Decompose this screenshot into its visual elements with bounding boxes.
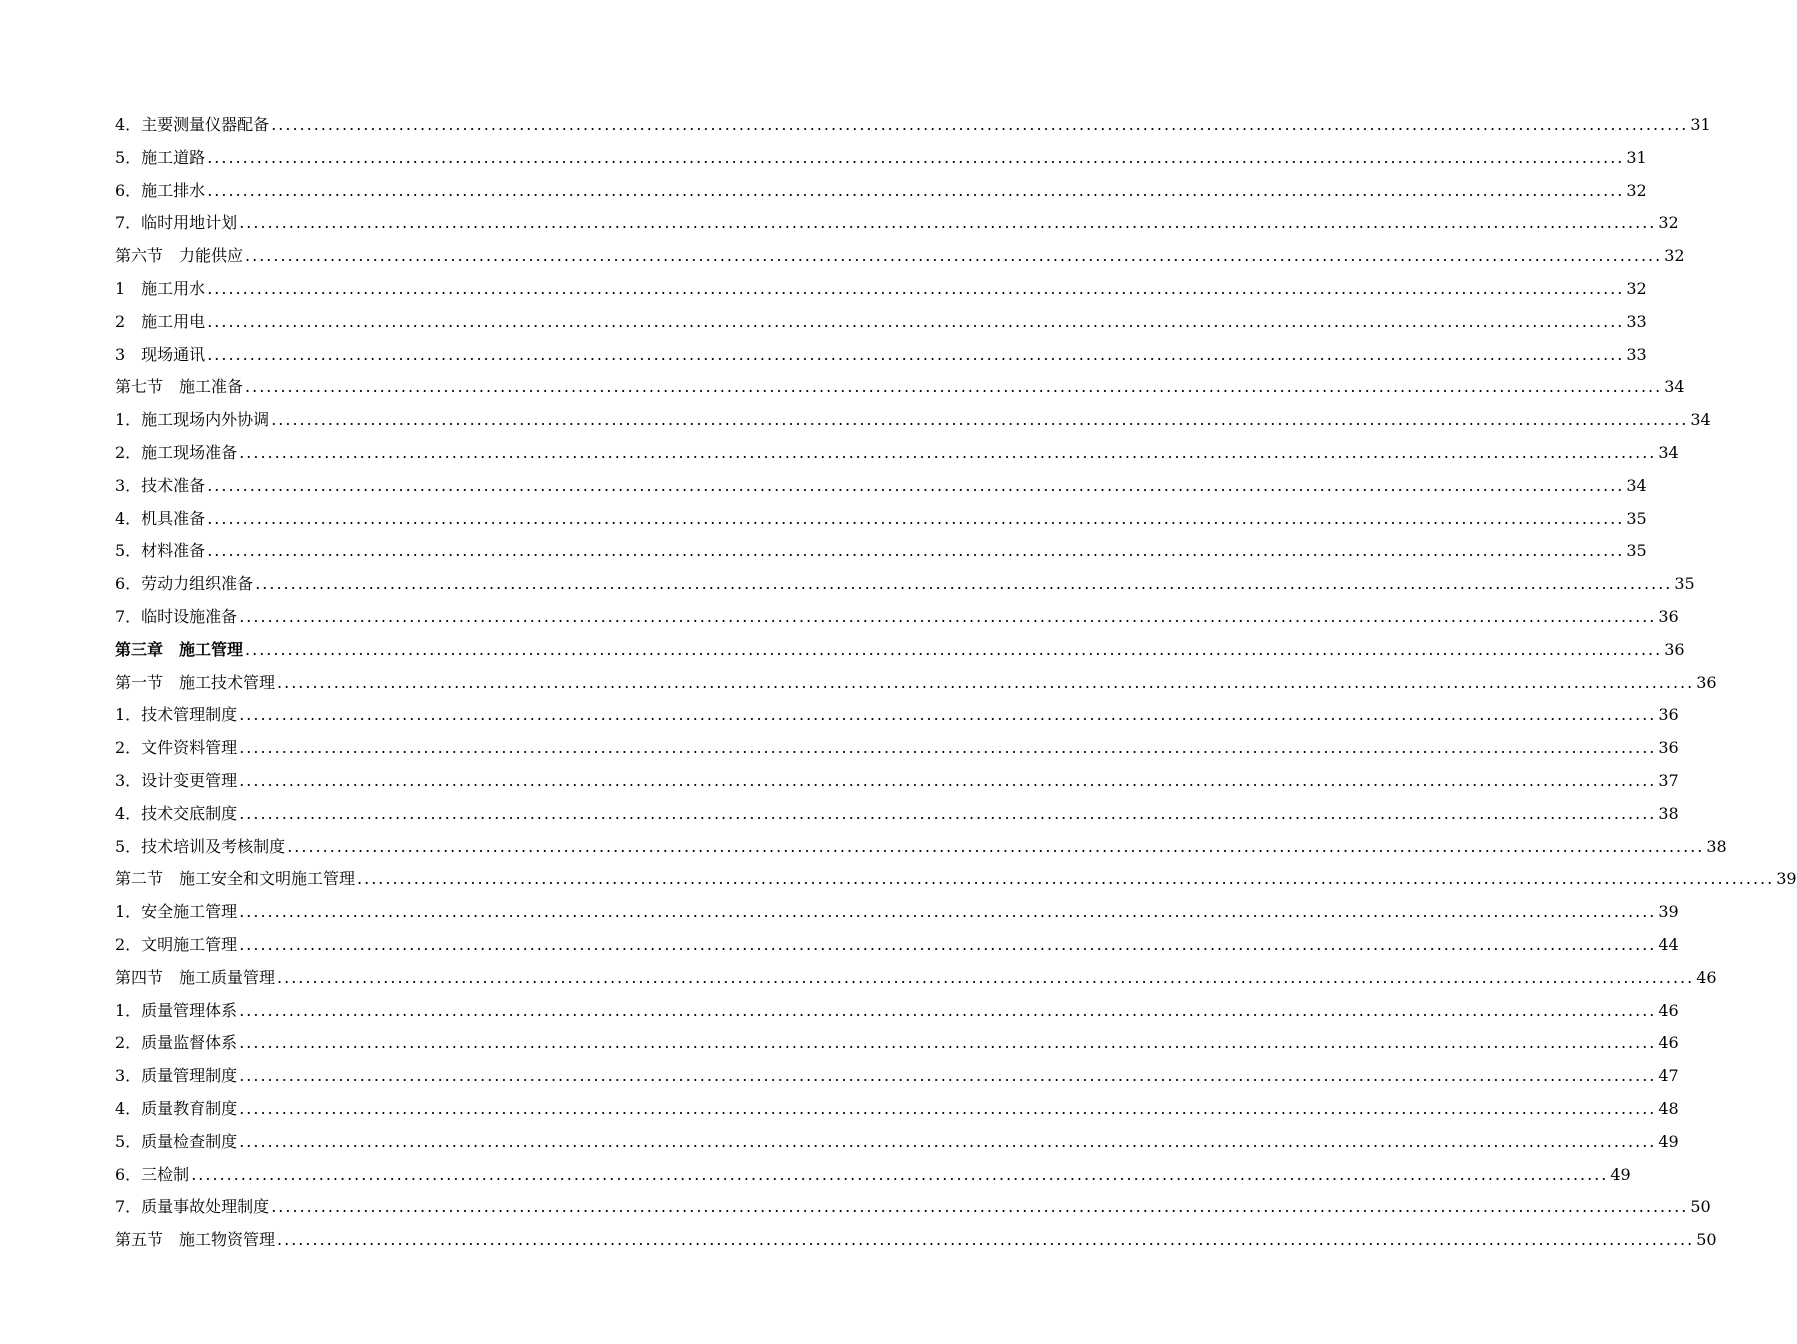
toc-dot-leader: ........................................................................................................................................................................................................ (207, 508, 1625, 528)
toc-entry-title: 7．临时设施准备 (115, 606, 238, 626)
toc-entry-page-number: 34 (1658, 442, 1679, 462)
toc-entry-title: 1．技术管理制度 (115, 705, 238, 725)
toc-dot-leader: ........................................................................................................................................................................................................ (239, 705, 1657, 725)
toc-entry-page-number: 44 (1658, 934, 1679, 954)
toc-entry[interactable] (115, 1093, 1679, 1126)
toc-entry[interactable] (115, 404, 1711, 437)
toc-entry-page-number: 36 (1658, 606, 1679, 626)
toc-dot-leader: ........................................................................................................................................................................................................ (255, 574, 1673, 594)
toc-entry-title: 1 施工用水 (115, 278, 206, 298)
toc-entry-title: 4．主要测量仪器配备 (115, 115, 270, 134)
toc-entry-page-number: 50 (1690, 1197, 1711, 1217)
toc-entry[interactable] (115, 1126, 1679, 1159)
toc-entry[interactable] (115, 503, 1647, 536)
toc-entry-title: 3．设计变更管理 (115, 770, 238, 790)
toc-entry-title: 第六节 力能供应 (115, 246, 244, 266)
toc-dot-leader: ........................................................................................................................................................................................................ (245, 246, 1663, 266)
toc-entry-page-number: 35 (1626, 508, 1647, 528)
toc-entry-page-number: 46 (1658, 1033, 1679, 1053)
toc-entry-title: 4．质量教育制度 (115, 1098, 238, 1118)
toc-dot-leader: ........................................................................................................................................................................................................ (271, 410, 1689, 430)
toc-dot-leader: ........................................................................................................................................................................................................ (239, 606, 1657, 626)
toc-entry-title: 6．劳动力组织准备 (115, 574, 254, 594)
toc-entry-page-number: 46 (1658, 1000, 1679, 1020)
toc-entry[interactable] (115, 1060, 1679, 1093)
toc-dot-leader: ........................................................................................................................................................................................................ (245, 639, 1663, 659)
toc-entry-title: 第五节 施工物资管理 (115, 1230, 276, 1250)
toc-dot-leader: ........................................................................................................................................................................................................ (277, 1230, 1695, 1250)
toc-entry[interactable] (115, 1191, 1711, 1224)
toc-entry-page-number: 46 (1696, 967, 1717, 987)
toc-entry-page-number: 36 (1696, 672, 1717, 692)
toc-entry[interactable] (115, 306, 1647, 339)
toc-entry-page-number: 34 (1626, 475, 1647, 495)
toc-entry[interactable] (115, 831, 1727, 864)
toc-dot-leader: ........................................................................................................................................................................................................ (239, 442, 1657, 462)
toc-dot-leader: ........................................................................................................................................................................................................ (245, 377, 1663, 397)
toc-entry-page-number: 38 (1706, 836, 1727, 856)
toc-entry-page-number: 33 (1626, 344, 1647, 364)
toc-dot-leader: ........................................................................................................................................................................................................ (239, 1000, 1657, 1020)
toc-entry[interactable] (115, 667, 1717, 700)
toc-dot-leader: ........................................................................................................................................................................................................ (239, 738, 1657, 758)
toc-entry[interactable] (115, 732, 1679, 765)
toc-entry-title: 4．技术交底制度 (115, 803, 238, 823)
toc-entry-title: 6．三检制 (115, 1164, 190, 1184)
toc-entry[interactable] (115, 896, 1679, 929)
toc-entry-title: 1．质量管理体系 (115, 1000, 238, 1020)
toc-dot-leader: ........................................................................................................................................................................................................ (191, 1164, 1609, 1184)
toc-entry-title: 第一节 施工技术管理 (115, 672, 276, 692)
toc-entry[interactable] (115, 798, 1679, 831)
toc-entry-title: 3．技术准备 (115, 475, 206, 495)
toc-entry[interactable] (115, 863, 1797, 896)
toc-entry-page-number: 47 (1658, 1066, 1679, 1086)
toc-entry[interactable] (115, 371, 1685, 404)
toc-entry-title: 4．机具准备 (115, 508, 206, 528)
toc-dot-leader: ........................................................................................................................................................................................................ (239, 213, 1657, 233)
toc-entry[interactable] (115, 535, 1647, 568)
toc-entry[interactable] (115, 929, 1679, 962)
toc-dot-leader: ........................................................................................................................................................................................................ (239, 803, 1657, 823)
toc-entry-page-number: 36 (1658, 738, 1679, 758)
toc-entry-page-number: 33 (1626, 311, 1647, 331)
toc-dot-leader: ........................................................................................................................................................................................................ (207, 541, 1625, 561)
toc-entry-title: 5．施工道路 (115, 147, 206, 167)
toc-entry-page-number: 48 (1658, 1098, 1679, 1118)
toc-dot-leader: ........................................................................................................................................................................................................ (357, 869, 1775, 889)
toc-entry-page-number: 39 (1658, 902, 1679, 922)
toc-entry-page-number: 34 (1690, 410, 1711, 430)
toc-entry-title: 1．施工现场内外协调 (115, 410, 270, 430)
toc-dot-leader: ........................................................................................................................................................................................................ (239, 934, 1657, 954)
toc-entry-title: 第四节 施工质量管理 (115, 967, 276, 987)
toc-entry[interactable] (115, 142, 1647, 175)
toc-entry-title: 2 施工用电 (115, 311, 206, 331)
toc-entry-page-number: 36 (1658, 705, 1679, 725)
toc-entry-title: 2．文件资料管理 (115, 738, 238, 758)
toc-entry[interactable] (115, 175, 1647, 208)
toc-entry-title: 6．施工排水 (115, 180, 206, 200)
toc-entry-title: 3．质量管理制度 (115, 1066, 238, 1086)
toc-entry[interactable] (115, 1159, 1631, 1192)
toc-entry[interactable] (115, 765, 1679, 798)
toc-entry-page-number: 38 (1658, 803, 1679, 823)
toc-entry[interactable] (115, 437, 1679, 470)
toc-entry-page-number: 32 (1626, 180, 1647, 200)
toc-dot-leader: ........................................................................................................................................................................................................ (239, 1066, 1657, 1086)
toc-dot-leader: ........................................................................................................................................................................................................ (277, 672, 1695, 692)
toc-entry[interactable] (115, 339, 1647, 372)
toc-entry[interactable] (115, 601, 1679, 634)
toc-entry-page-number: 31 (1626, 147, 1647, 167)
toc-entry-page-number: 39 (1776, 869, 1797, 889)
table-of-contents (115, 109, 1797, 1257)
toc-dot-leader: ........................................................................................................................................................................................................ (271, 115, 1689, 134)
toc-entry-page-number: 35 (1674, 574, 1695, 594)
toc-entry-title: 5．材料准备 (115, 541, 206, 561)
toc-entry[interactable] (115, 995, 1679, 1028)
toc-dot-leader: ........................................................................................................................................................................................................ (207, 180, 1625, 200)
toc-entry-page-number: 37 (1658, 770, 1679, 790)
toc-entry[interactable] (115, 568, 1695, 601)
toc-entry-page-number: 35 (1626, 541, 1647, 561)
toc-entry[interactable] (115, 240, 1685, 273)
toc-dot-leader: ........................................................................................................................................................................................................ (239, 1098, 1657, 1118)
toc-entry-page-number: 34 (1664, 377, 1685, 397)
toc-dot-leader: ........................................................................................................................................................................................................ (239, 1131, 1657, 1151)
toc-dot-leader: ........................................................................................................................................................................................................ (207, 147, 1625, 167)
toc-entry[interactable] (115, 699, 1679, 732)
toc-dot-leader: ........................................................................................................................................................................................................ (239, 902, 1657, 922)
toc-entry-title: 7．质量事故处理制度 (115, 1197, 270, 1217)
toc-dot-leader: ........................................................................................................................................................................................................ (277, 967, 1695, 987)
toc-entry[interactable] (115, 109, 1711, 142)
toc-entry[interactable] (115, 962, 1717, 995)
toc-entry-page-number: 49 (1610, 1164, 1631, 1184)
toc-entry[interactable] (115, 470, 1647, 503)
toc-entry-title: 第二节 施工安全和文明施工管理 (115, 869, 356, 889)
toc-entry[interactable] (115, 207, 1679, 240)
toc-entry-title: 2．文明施工管理 (115, 934, 238, 954)
toc-entry-title: 第七节 施工准备 (115, 377, 244, 397)
toc-entry-title: 3 现场通讯 (115, 344, 206, 364)
toc-entry-page-number: 49 (1658, 1131, 1679, 1151)
toc-dot-leader: ........................................................................................................................................................................................................ (271, 1197, 1689, 1217)
toc-dot-leader: ........................................................................................................................................................................................................ (207, 311, 1625, 331)
toc-entry[interactable] (115, 634, 1685, 667)
toc-entry[interactable] (115, 1027, 1679, 1060)
toc-entry-page-number: 32 (1664, 246, 1685, 266)
toc-dot-leader: ........................................................................................................................................................................................................ (239, 770, 1657, 790)
toc-entry[interactable] (115, 273, 1647, 306)
toc-dot-leader: ........................................................................................................................................................................................................ (207, 344, 1625, 364)
toc-entry-title: 7．临时用地计划 (115, 213, 238, 233)
toc-entry-page-number: 32 (1658, 213, 1679, 233)
toc-entry-page-number: 31 (1690, 115, 1711, 134)
toc-entry-page-number: 50 (1696, 1230, 1717, 1250)
toc-entry-page-number: 36 (1664, 639, 1685, 659)
toc-entry-title: 1．安全施工管理 (115, 902, 238, 922)
toc-entry-title: 第三章 施工管理 (115, 639, 244, 659)
toc-entry-title: 5．质量检查制度 (115, 1131, 238, 1151)
toc-entry-title: 2．施工现场准备 (115, 442, 238, 462)
toc-dot-leader: ........................................................................................................................................................................................................ (239, 1033, 1657, 1053)
toc-dot-leader: ........................................................................................................................................................................................................ (207, 278, 1625, 298)
toc-dot-leader: ........................................................................................................................................................................................................ (207, 475, 1625, 495)
toc-entry-page-number: 32 (1626, 278, 1647, 298)
toc-dot-leader: ........................................................................................................................................................................................................ (287, 836, 1705, 856)
toc-entry[interactable] (115, 1224, 1717, 1257)
toc-entry-title: 5．技术培训及考核制度 (115, 836, 286, 856)
toc-entry-title: 2．质量监督体系 (115, 1033, 238, 1053)
